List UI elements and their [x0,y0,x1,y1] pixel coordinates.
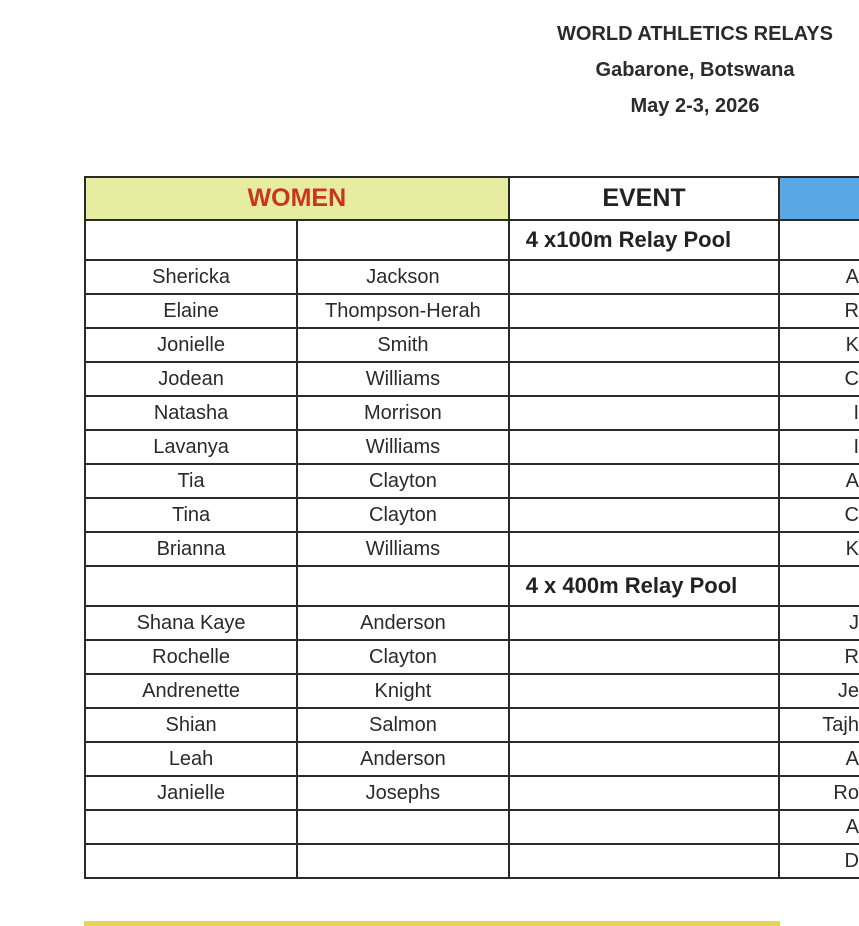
athlete-first-name: Jonielle [85,328,297,362]
table-row [85,328,859,362]
event-cell [509,674,780,708]
athlete-last-name: Williams [297,532,509,566]
event-cell [509,708,780,742]
event-cell [509,776,780,810]
empty-cell [297,220,509,260]
event-cell [509,396,780,430]
athlete-first-name [85,810,297,844]
table-row [85,362,859,396]
men-column-cell: I [779,396,859,430]
event-title: WORLD ATHLETICS RELAYS [557,23,833,45]
athlete-first-name: Natasha [85,396,297,430]
men-column-cell: K [779,328,859,362]
athlete-last-name: Knight [297,674,509,708]
athlete-last-name: Clayton [297,498,509,532]
athlete-first-name: Janielle [85,776,297,810]
event-cell [509,260,780,294]
event-cell [509,606,780,640]
event-location: Gabarone, Botswana [595,59,795,81]
pool-row-100m [85,220,859,260]
athlete-first-name: Elaine [85,294,297,328]
event-cell [509,742,780,776]
men-column-cell: C [779,498,859,532]
men-column-cell: Tajh [779,708,859,742]
men-column-cell: K [779,532,859,566]
table-row [85,776,859,810]
athlete-last-name: Clayton [297,464,509,498]
table-row [85,498,859,532]
empty-cell [779,566,859,606]
athlete-first-name: Shana Kaye [85,606,297,640]
next-section-strip [84,921,780,926]
men-column-cell: A [779,464,859,498]
men-column-cell: Ro [779,776,859,810]
men-column-cell: R [779,640,859,674]
women-header: WOMEN [85,177,509,220]
athlete-first-name: Rochelle [85,640,297,674]
table-row [85,674,859,708]
table-row [85,708,859,742]
table-row [85,396,859,430]
athlete-last-name: Williams [297,362,509,396]
athlete-first-name [85,844,297,878]
event-cell [509,532,780,566]
men-column-cell: A [779,810,859,844]
table-row [85,742,859,776]
athlete-last-name: Smith [297,328,509,362]
athlete-first-name: Leah [85,742,297,776]
athlete-last-name: Josephs [297,776,509,810]
event-cell [509,328,780,362]
men-column-cell: D [779,844,859,878]
athlete-last-name: Salmon [297,708,509,742]
empty-cell [297,566,509,606]
pool-row-400m [85,566,859,606]
men-column-cell: I [779,430,859,464]
athlete-last-name: Clayton [297,640,509,674]
table-row [85,810,859,844]
men-column-cell: A [779,742,859,776]
table-header-row [85,177,859,220]
table-row [85,260,859,294]
athlete-last-name: Jackson [297,260,509,294]
men-header-cell [779,177,859,220]
athlete-first-name: Brianna [85,532,297,566]
table-row [85,532,859,566]
athlete-first-name: Shian [85,708,297,742]
athlete-last-name [297,844,509,878]
table-row [85,844,859,878]
table-row [85,430,859,464]
athlete-first-name: Tina [85,498,297,532]
empty-cell [85,220,297,260]
men-column-cell: J [779,606,859,640]
event-cell [509,362,780,396]
empty-cell [85,566,297,606]
athlete-last-name: Thompson-Herah [297,294,509,328]
event-cell [509,844,780,878]
table-row [85,294,859,328]
event-header: EVENT [509,177,780,220]
men-column-cell: Je [779,674,859,708]
table-row [85,640,859,674]
relay-pool-table [84,176,859,879]
athlete-last-name: Morrison [297,396,509,430]
event-cell [509,430,780,464]
athlete-last-name [297,810,509,844]
athlete-last-name: Anderson [297,606,509,640]
event-cell [509,294,780,328]
athlete-first-name: Tia [85,464,297,498]
document-header [540,16,850,124]
event-cell [509,464,780,498]
pool-label-100m: 4 x100m Relay Pool [509,220,780,260]
men-column-cell: A [779,260,859,294]
athlete-first-name: Andrenette [85,674,297,708]
athlete-first-name: Jodean [85,362,297,396]
men-column-cell: C [779,362,859,396]
empty-cell [779,220,859,260]
athlete-last-name: Anderson [297,742,509,776]
athlete-first-name: Lavanya [85,430,297,464]
pool-label-400m: 4 x 400m Relay Pool [509,566,780,606]
athlete-last-name: Williams [297,430,509,464]
event-dates: May 2-3, 2026 [630,95,760,117]
event-cell [509,640,780,674]
event-cell [509,810,780,844]
event-cell [509,498,780,532]
athlete-first-name: Shericka [85,260,297,294]
men-column-cell: R [779,294,859,328]
table-row [85,606,859,640]
table-row [85,464,859,498]
